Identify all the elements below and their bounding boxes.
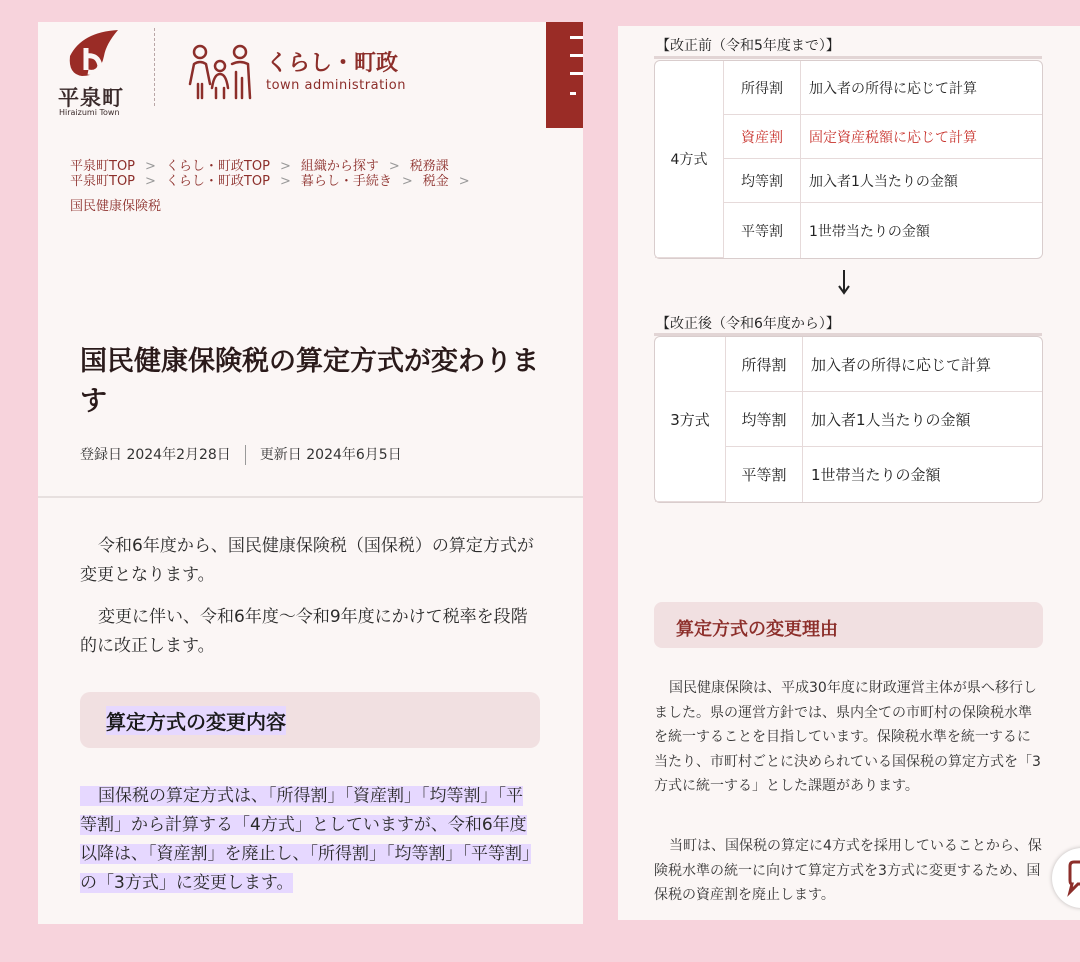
breadcrumb-link[interactable]: 税金 xyxy=(422,174,449,189)
reason-heading-box xyxy=(654,602,1043,648)
method-cell: 4方式 xyxy=(655,61,723,258)
type-cell: 所得割 xyxy=(725,337,802,392)
section-body-text: 国保税の算定方式は、「所得割」「資産割」「均等割」「平等割」から計算する「4方式」としていますが、令和6年度以降は、「資産割」を廃止し、「所得割」「均等割」「平等割」の「3方式」に変更します。 xyxy=(80,786,531,893)
before-caption: 【改正前（令和5年度まで）】 xyxy=(656,38,840,54)
desc-cell: 1世帯当たりの金額 xyxy=(800,203,1042,258)
after-table xyxy=(654,336,1043,503)
caption-underline xyxy=(654,56,1042,59)
breadcrumb-link[interactable]: 税務課 xyxy=(409,159,449,174)
left-page-panel xyxy=(38,22,583,924)
divider xyxy=(38,496,583,498)
desc-cell: 加入者1人当たりの金額 xyxy=(802,392,1042,447)
method-cell: 3方式 xyxy=(655,337,725,502)
desc-cell: 加入者の所得に応じて計算 xyxy=(802,337,1042,392)
intro-paragraph-2: 変更に伴い、令和6年度～令和9年度にかけて税率を段階的に改正します。 xyxy=(80,607,528,656)
site-logo-text[interactable]: 平泉町 xyxy=(58,86,124,110)
intro-paragraph-1: 令和6年度から、国民健康保険税（国保税）の算定方式が変更となります。 xyxy=(80,536,534,585)
breadcrumb-current xyxy=(70,199,480,214)
down-arrow-icon xyxy=(834,268,854,298)
desc-cell: 1世帯当たりの金額 xyxy=(802,447,1042,502)
reason-heading: 算定方式の変更理由 xyxy=(676,619,838,640)
type-cell: 平等割 xyxy=(725,447,802,502)
breadcrumb-link[interactable]: くらし・町政TOP xyxy=(165,174,270,189)
breadcrumb xyxy=(70,159,480,214)
breadcrumb-link[interactable]: 平泉町TOP xyxy=(70,159,136,174)
family-icon xyxy=(188,44,254,100)
updated-label: 更新日 xyxy=(259,447,302,463)
page-dates xyxy=(80,444,402,465)
section-subtitle: town administration xyxy=(266,78,406,93)
type-cell: 均等割 xyxy=(725,392,802,447)
breadcrumb-link[interactable]: 暮らし・手続き xyxy=(300,174,392,189)
desc-cell: 固定資産税額に応じて計算 xyxy=(800,115,1042,159)
section-body xyxy=(80,782,536,898)
section-title[interactable]: くらし・町政 xyxy=(266,51,399,76)
desc-cell: 加入者の所得に応じて計算 xyxy=(800,61,1042,115)
town-logo-icon[interactable] xyxy=(62,26,122,82)
type-cell: 平等割 xyxy=(723,203,800,258)
section-heading-box xyxy=(80,692,540,748)
chat-icon xyxy=(1062,858,1080,898)
breadcrumb-row-2: 平泉町TOP > くらし・町政TOP > 暮らし・手続き > 税金 > xyxy=(70,174,470,189)
section-heading: 算定方式の変更内容 xyxy=(106,706,286,735)
registered-label: 登録日 xyxy=(80,447,122,463)
header-divider xyxy=(154,28,155,106)
before-table xyxy=(654,60,1043,259)
type-cell: 均等割 xyxy=(723,159,800,203)
menu-icon xyxy=(570,36,583,39)
menu-icon-bar xyxy=(570,72,583,75)
after-caption: 【改正後（令和6年度から）】 xyxy=(656,316,840,332)
type-cell: 資産割 xyxy=(723,115,800,159)
registered-date: 2024年2月28日 xyxy=(126,447,231,463)
reason-paragraph-1: 国民健康保険は、平成30年度に財政運営主体が県へ移行しました。県の運営方針では、県内全ての市町村の保険税水準を統一することを目指しています。保険税水準を統一するに当たり、市町村ごとに決められている国保税の算定方式を「3方式に統一する」とした課題があります。 xyxy=(654,680,1041,794)
menu-icon-bar xyxy=(570,92,576,95)
breadcrumb-link[interactable]: 組織から探す xyxy=(300,159,379,174)
page-title: 国民健康保険税の算定方式が変わります xyxy=(80,346,539,417)
type-cell: 所得割 xyxy=(723,61,800,115)
right-page-panel xyxy=(618,26,1080,920)
breadcrumb-row-1: 平泉町TOP > くらし・町政TOP > 組織から探す > 税務課 xyxy=(70,159,449,174)
reason-paragraph-2: 当町は、国保税の算定に4方式を採用していることから、保険税水準の統一に向けて算定方式を3方式に変更するため、国保税の資産割を廃止します。 xyxy=(654,838,1042,903)
breadcrumb-current-label: 国民健康保険税 xyxy=(70,199,162,214)
menu-button[interactable] xyxy=(546,22,583,128)
site-logo-subtext: Hiraizumi Town xyxy=(59,108,120,117)
desc-cell: 加入者1人当たりの金額 xyxy=(800,159,1042,203)
breadcrumb-link[interactable]: くらし・町政TOP xyxy=(165,159,270,174)
updated-date: 2024年6月5日 xyxy=(306,447,402,463)
menu-icon-bar xyxy=(570,54,583,57)
breadcrumb-link[interactable]: 平泉町TOP xyxy=(70,174,136,189)
